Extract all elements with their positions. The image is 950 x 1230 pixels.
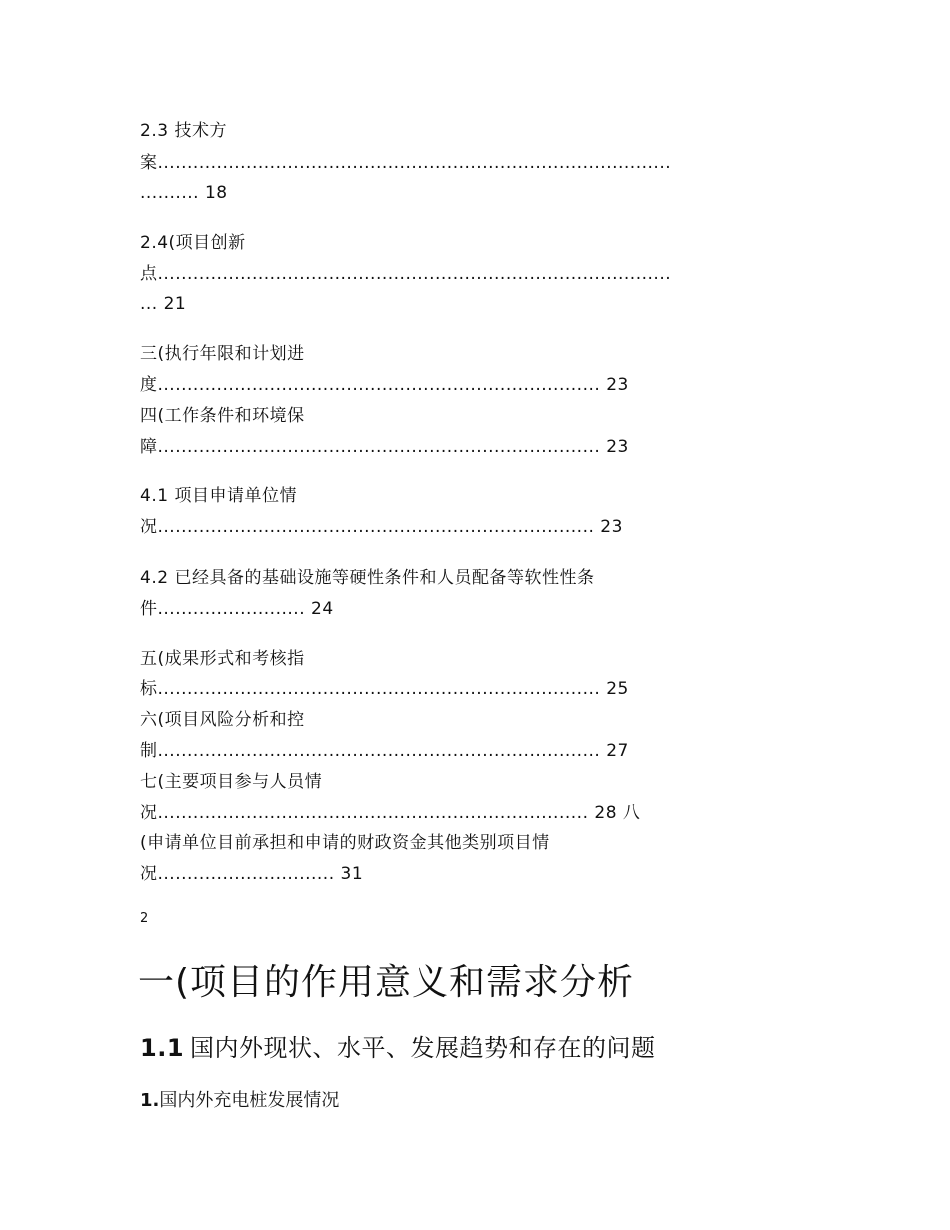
section-heading [140, 1032, 656, 1064]
toc-line: 件......................... 24 [140, 599, 334, 619]
toc-line: 五(成果形式和考核指 [140, 649, 305, 669]
section-number: 1.1 [140, 1034, 185, 1062]
toc-line: 案....................................................................................... [140, 153, 672, 173]
toc-line: 4.1 项目申请单位情 [140, 486, 297, 506]
toc-line: 况......................................................................... 28 八 [140, 803, 641, 823]
toc-line: 制........................................................................... 27 [140, 741, 629, 761]
toc-line: 况.............................. 31 [140, 864, 364, 884]
toc-line: 4.2 已经具备的基础设施等硬性条件和人员配备等软性性条 [140, 568, 595, 588]
subsection-number: 1. [140, 1090, 160, 1111]
toc-line: 七(主要项目参与人员情 [140, 772, 323, 792]
toc-line: (申请单位目前承担和申请的财政资金其他类别项目情 [140, 833, 550, 853]
subsection-heading [140, 1089, 339, 1113]
toc-line: 2.4(项目创新 [140, 233, 246, 253]
toc-line: 三(执行年限和计划进 [140, 344, 305, 364]
toc-line: 四(工作条件和环境保 [140, 406, 305, 426]
toc-line: 度........................................................................... 23 [140, 375, 629, 395]
toc-line: 障........................................................................... 23 [140, 437, 629, 457]
toc-line: 标........................................................................... 25 [140, 679, 629, 699]
toc-line: ... 21 [140, 294, 187, 314]
subsection-title: 国内外充电桩发展情况 [159, 1090, 340, 1111]
toc-line: 况.......................................................................... 23 [140, 517, 623, 537]
toc-line: 2.3 技术方 [140, 121, 227, 141]
toc-line: 点....................................................................................... [140, 264, 672, 284]
section-title: 国内外现状、水平、发展趋势和存在的问题 [190, 1034, 656, 1062]
toc-line: .......... 18 [140, 183, 228, 203]
chapter-heading: 一(项目的作用意义和需求分析 [138, 962, 635, 1003]
page-number: 2 [140, 911, 149, 926]
toc-line: 六(项目风险分析和控 [140, 710, 305, 730]
